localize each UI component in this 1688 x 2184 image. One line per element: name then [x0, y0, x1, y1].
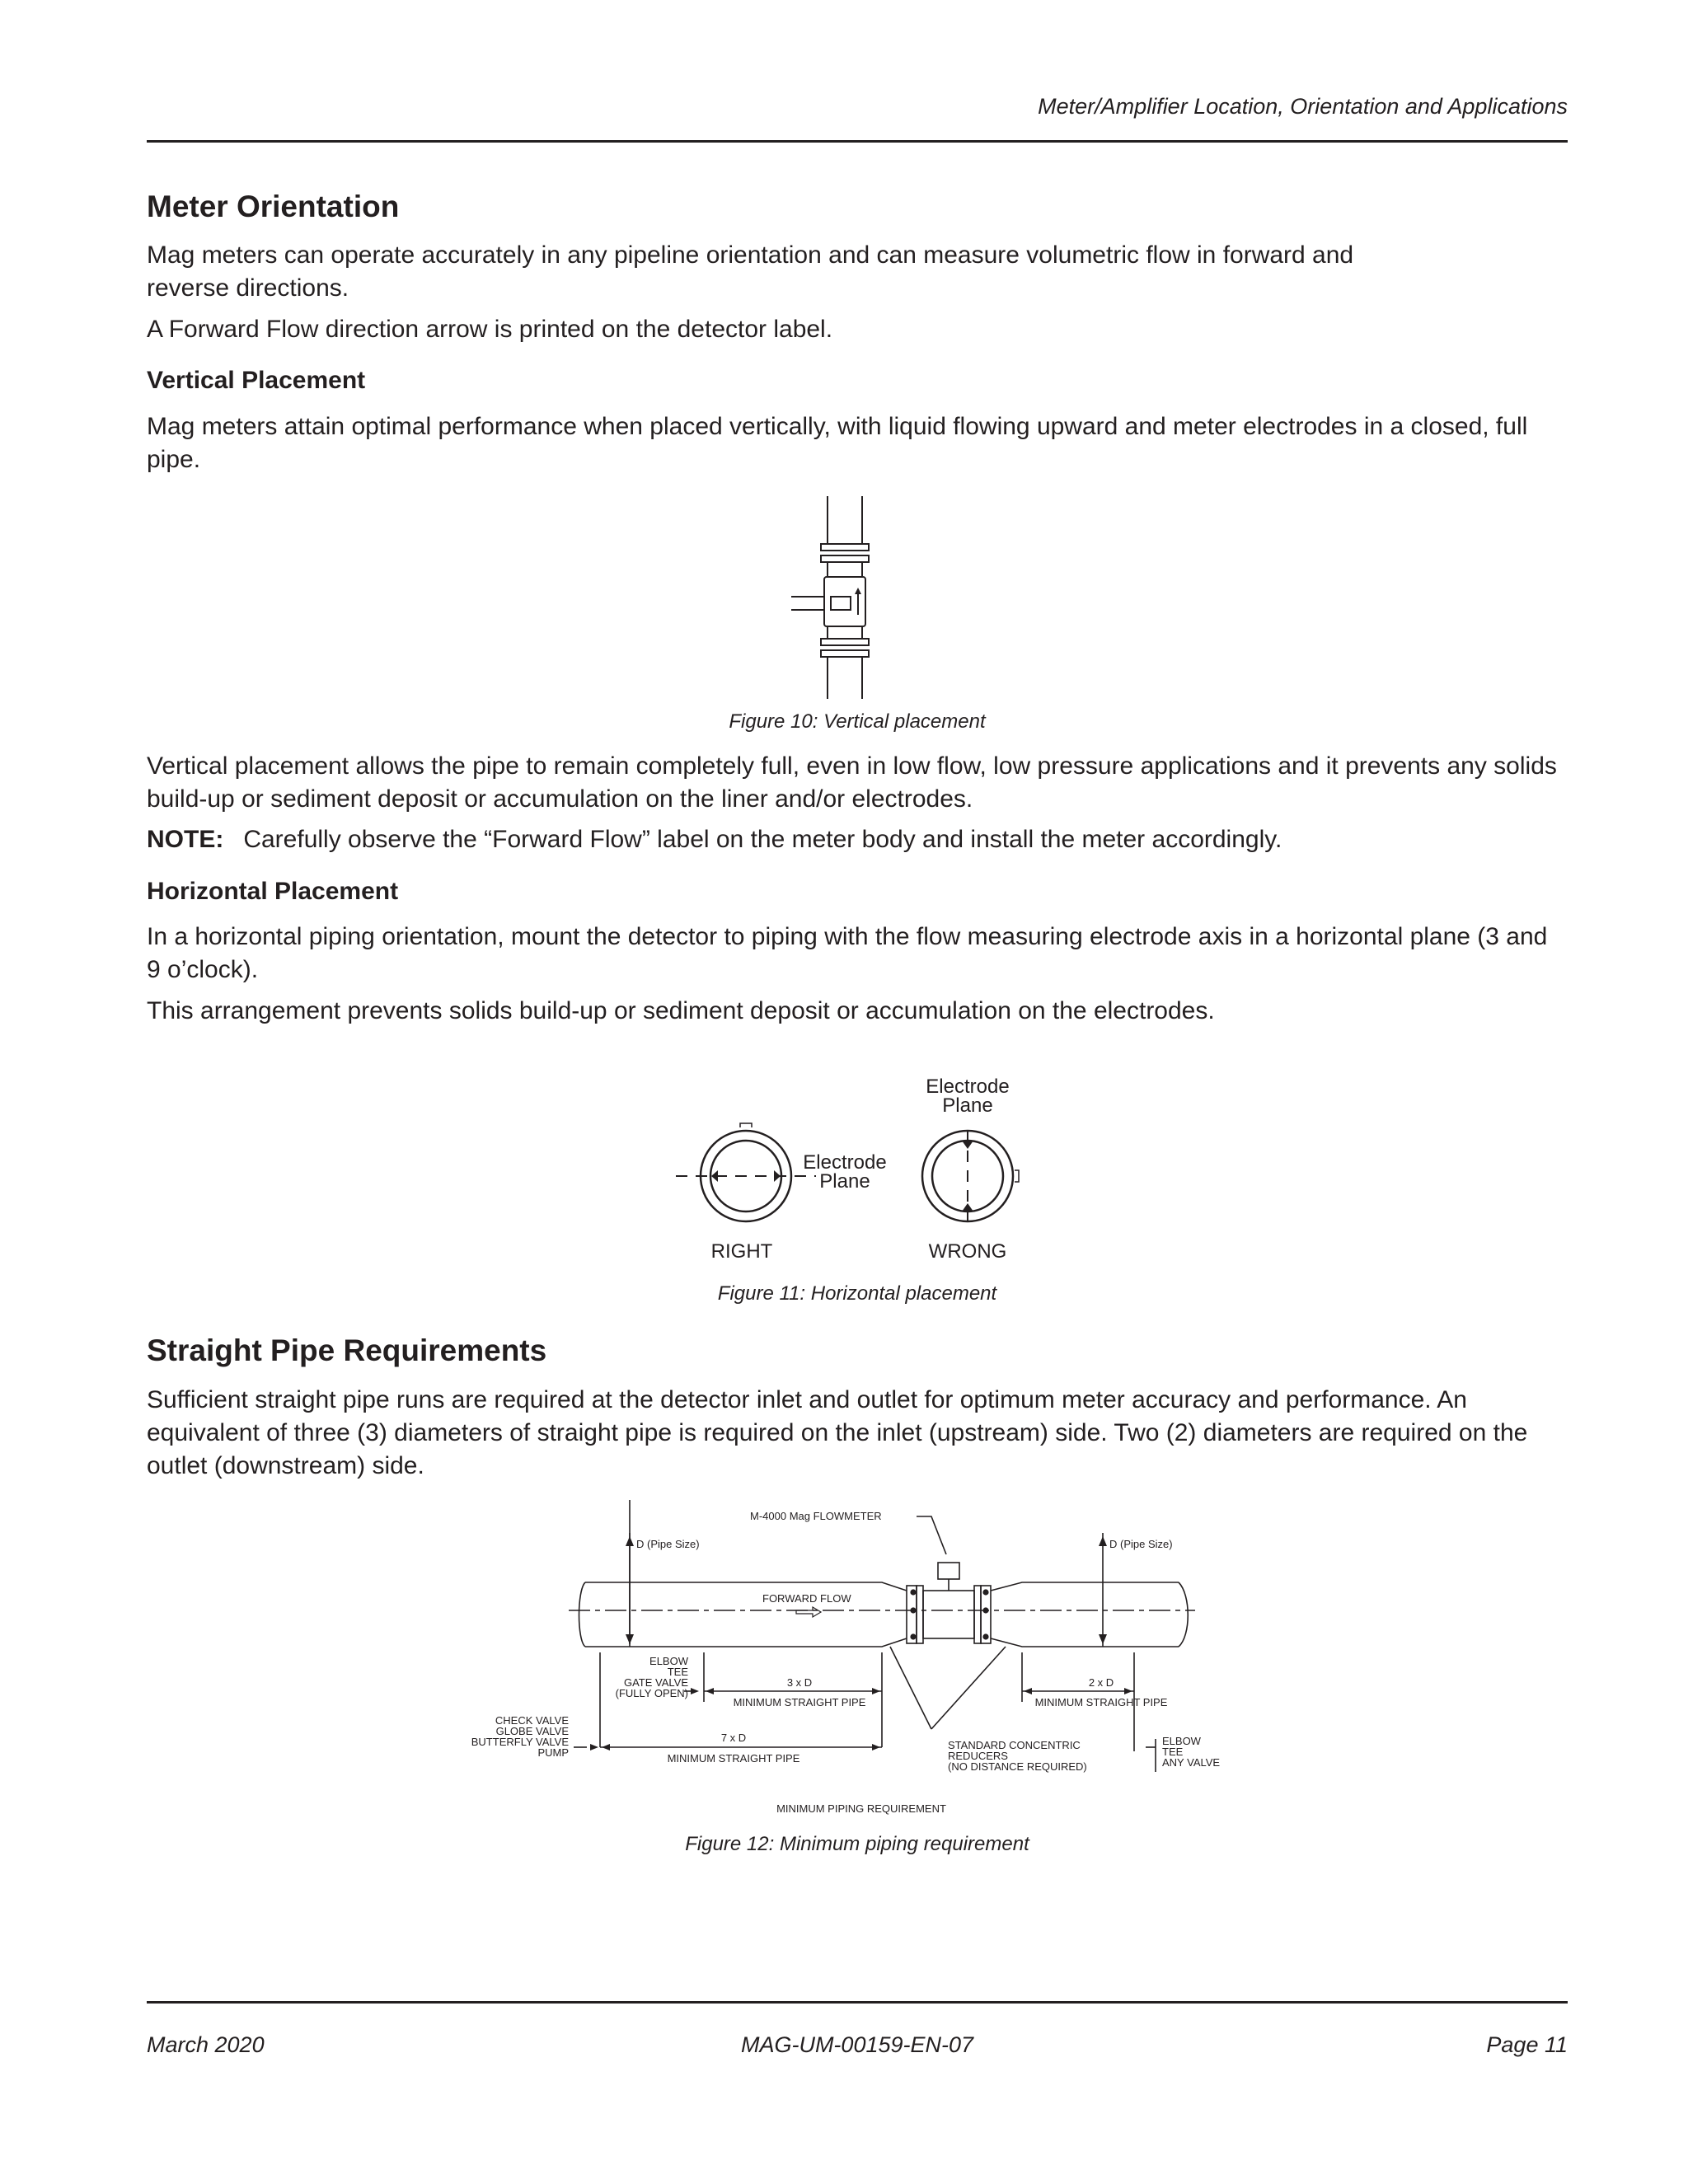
- electrode-plane-label-right-line1: Electrode: [803, 1151, 887, 1174]
- electrode-top-icon: [962, 1141, 973, 1149]
- vertical-placement-paragraph-2: Vertical placement allows the pipe to remain completely full, even in low flow, low pressure applications and it prevents any solids build-up or sediment deposit or accumulation on the liner and/or electrodes.: [147, 752, 1557, 813]
- electrode-left-icon: [711, 1170, 718, 1182]
- note-paragraph: [147, 823, 1568, 856]
- straight-pipe-paragraph-1: Sufficient straight pipe runs are required at the detector inlet and outlet for optimum meter accuracy and performance. An equivalent of three (3) diameters of straight pipe is required on the inlet (upstream) side. Two (2) diameters are required on the outlet (downstream) side.: [147, 1386, 1528, 1479]
- forward-flow-label: FORWARD FLOW: [762, 1592, 851, 1605]
- three-d-label: 3 x D: [786, 1676, 813, 1689]
- elbow-label: ELBOW: [649, 1655, 688, 1667]
- right-label: RIGHT: [710, 1240, 773, 1263]
- butterfly-valve-label: BUTTERFLY VALVE: [471, 1736, 569, 1748]
- diagram-title: MINIMUM PIPING REQUIREMENT: [776, 1802, 946, 1815]
- tee-label: TEE: [667, 1666, 688, 1678]
- horizontal-placement-paragraph-2: This arrangement prevents solids build-up or sediment deposit or accumulation on the electrodes.: [147, 997, 1215, 1024]
- pump-label: PUMP: [537, 1746, 569, 1759]
- running-header: Meter/Amplifier Location, Orientation and Applications: [1038, 94, 1568, 119]
- subheading-horizontal-placement: Horizontal Placement: [147, 878, 399, 905]
- note-text: Carefully observe the “Forward Flow” label on the meter body and install the meter accordingly.: [243, 826, 1282, 853]
- fully-open-label: (FULLY OPEN): [615, 1687, 688, 1699]
- horizontal-placement-figure: [676, 1071, 1039, 1269]
- electrode-bottom-icon: [962, 1203, 973, 1212]
- section-heading-straight-pipe: Straight Pipe Requirements: [147, 1333, 547, 1367]
- meter-orientation-paragraph-1: Mag meters can operate accurately in any pipeline orientation and can measure volumetric flow in forward and reverse directions.: [147, 241, 1354, 302]
- min-straight-pipe-inlet: MINIMUM STRAIGHT PIPE: [733, 1696, 866, 1708]
- footer-date: March 2020: [147, 2032, 265, 2057]
- footer-rule: [147, 2001, 1568, 2004]
- seven-d-label: 7 x D: [720, 1732, 747, 1744]
- reducers-label-1: STANDARD CONCENTRIC: [948, 1739, 1081, 1751]
- min-straight-pipe-outlet: MINIMUM STRAIGHT PIPE: [1034, 1696, 1168, 1708]
- outlet-tee-label: TEE: [1162, 1746, 1184, 1758]
- forward-flow-arrow-icon: [796, 1607, 821, 1617]
- electrode-right-icon: [774, 1170, 781, 1182]
- check-valve-label: CHECK VALVE: [495, 1714, 569, 1727]
- minimum-piping-figure: [453, 1500, 1261, 1821]
- outlet-elbow-label: ELBOW: [1162, 1735, 1201, 1747]
- vertical-placement-paragraph-1: Mag meters attain optimal performance when placed vertically, with liquid flowing upward and meter electrodes in a closed, full pipe.: [147, 413, 1528, 473]
- note-label: NOTE:: [147, 826, 224, 853]
- horizontal-placement-paragraph-1: In a horizontal piping orientation, mount the detector to piping with the flow measuring electrode axis in a horizontal plane (3 and 9 o’clock).: [147, 923, 1548, 983]
- min-straight-pipe-total: MINIMUM STRAIGHT PIPE: [667, 1752, 800, 1765]
- subheading-vertical-placement: Vertical Placement: [147, 367, 366, 394]
- electrode-plane-label-right-line2: Plane: [819, 1170, 870, 1193]
- footer-doc-id: MAG-UM-00159-EN-07: [740, 2032, 974, 2057]
- header-rule: [147, 140, 1568, 143]
- meter-label: M-4000 Mag FLOWMETER: [750, 1510, 882, 1522]
- gate-valve-label: GATE VALVE: [623, 1676, 688, 1689]
- globe-valve-label: GLOBE VALVE: [495, 1725, 569, 1737]
- footer-page-number: Page 11: [1486, 2032, 1568, 2057]
- d-pipe-size-right: D (Pipe Size): [1109, 1538, 1173, 1550]
- electrode-plane-label-wrong-line1: Electrode: [926, 1076, 1010, 1098]
- section-heading-meter-orientation: Meter Orientation: [147, 190, 400, 223]
- reducers-label-2: REDUCERS: [948, 1750, 1008, 1762]
- d-pipe-size-left: D (Pipe Size): [636, 1538, 700, 1550]
- figure-12-caption: Figure 12: Minimum piping requirement: [685, 1833, 1029, 1855]
- figure-10-caption: Figure 10: Vertical placement: [729, 710, 986, 733]
- reducers-label-3: (NO DISTANCE REQUIRED): [948, 1760, 1087, 1773]
- figure-11-caption: Figure 11: Horizontal placement: [717, 1282, 997, 1305]
- vertical-placement-figure: [791, 494, 898, 701]
- two-d-label: 2 x D: [1088, 1676, 1114, 1689]
- electrode-plane-label-wrong-line2: Plane: [942, 1094, 993, 1117]
- meter-orientation-paragraph-2: A Forward Flow direction arrow is printed on the detector label.: [147, 316, 833, 343]
- wrong-label: WRONG: [928, 1240, 1007, 1263]
- outlet-any-valve-label: ANY VALVE: [1162, 1756, 1221, 1769]
